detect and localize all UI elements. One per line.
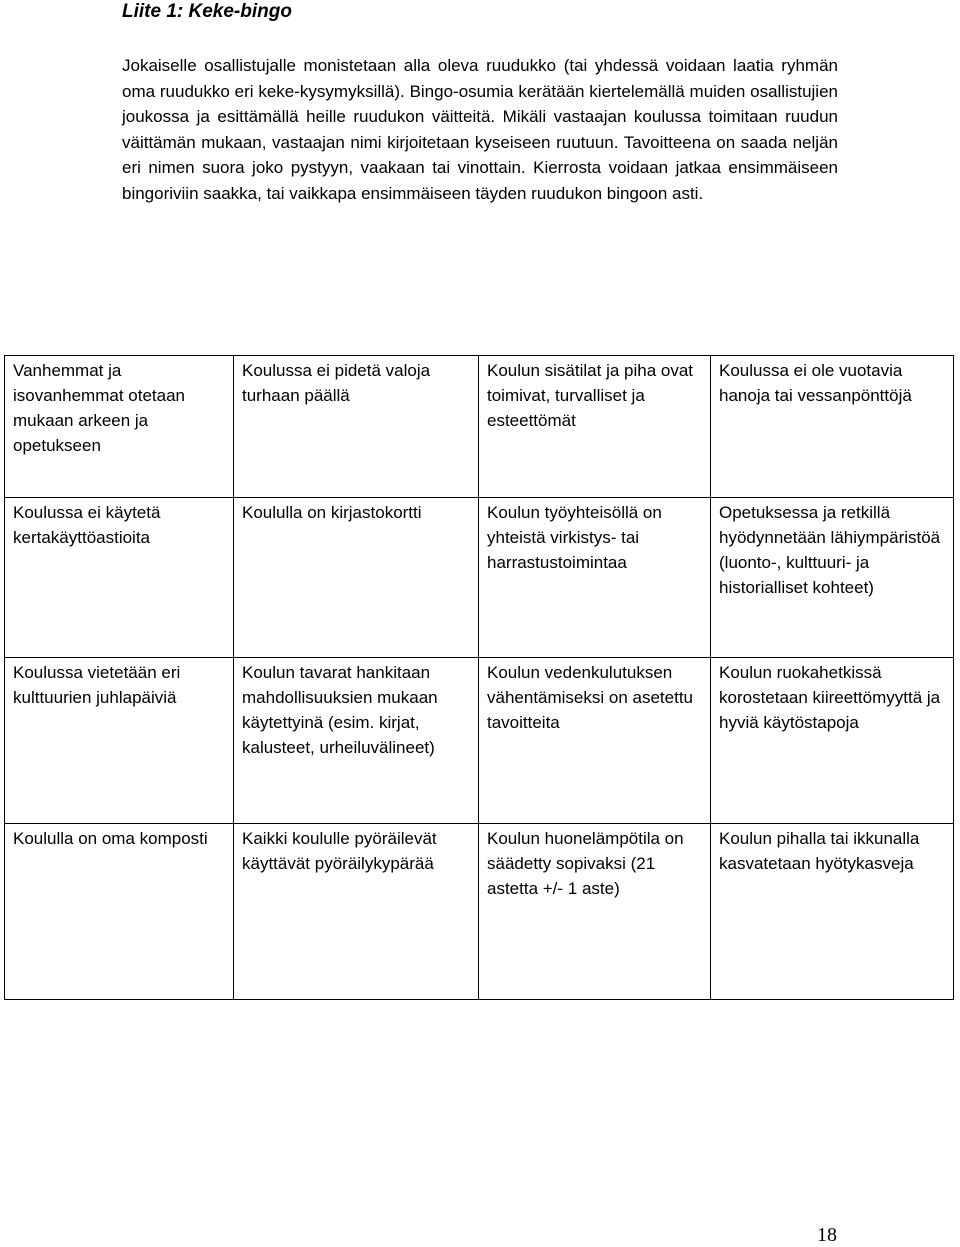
bingo-cell[interactable]	[5, 356, 234, 498]
bingo-cell-text: Opetuksessa ja retkillä hyödynnetään lähiympäristöä (luonto-, kulttuuri- ja historialliset kohteet)	[719, 503, 941, 597]
intro-sentence: Jokaiselle osallistujalle monistetaan alla oleva ruudukko (tai yhdessä voidaan laatia ryhmän oma ruudukko eri keke-kysymyksillä). Bingo-osumia kerätään kiertelemällä muiden osallistujien joukossa ja esittämällä heille ruudukon väitteitä. Mikäli vastaajan koulussa toimitaan ruudun väittämän mukaan, vastaajan nimi kirjoitetaan kyseiseen ruutuun.	[122, 56, 838, 152]
bingo-cell[interactable]	[5, 498, 234, 658]
intro-sentence: Kierrosta voidaan jatkaa ensimmäiseen bingoriviin saakka, tai vaikkapa ensimmäiseen täyden ruudukon bingoon asti.	[122, 158, 838, 203]
bingo-cell[interactable]	[479, 356, 711, 498]
bingo-cell[interactable]	[234, 356, 479, 498]
intro-sentence: Tavoitteena on saada neljän eri nimen suora joko pystyyn, vaakaan tai vinottain.	[122, 132, 838, 177]
bingo-grid	[4, 355, 954, 1000]
bingo-cell[interactable]	[234, 498, 479, 658]
bingo-cell[interactable]	[234, 824, 479, 1000]
bingo-cell-text: Koulun vedenkulutuksen vähentämiseksi on asetettu tavoitteita	[487, 663, 694, 732]
bingo-cell-text: Koulun tavarat hankitaan mahdollisuuksien mukaan käytettyinä (esim. kirjat, kalusteet, urheiluvälineet)	[242, 663, 438, 757]
page-heading: Liite 1: Keke-bingo	[122, 1, 292, 22]
bingo-cell-text: Vanhemmat ja isovanhemmat otetaan mukaan arkeen ja opetukseen	[13, 361, 185, 455]
bingo-cell-text: Koulussa vietetään eri kulttuurien juhlapäiviä	[13, 663, 181, 707]
page-number: 18	[817, 1224, 837, 1246]
bingo-cell[interactable]	[711, 824, 954, 1000]
bingo-cell[interactable]	[5, 658, 234, 824]
bingo-cell-text: Koulussa ei pidetä valoja turhaan päällä	[242, 361, 431, 405]
bingo-cell[interactable]	[5, 824, 234, 1000]
bingo-row	[5, 824, 954, 1000]
bingo-cell[interactable]	[711, 498, 954, 658]
bingo-cell[interactable]	[479, 498, 711, 658]
bingo-cell[interactable]	[711, 658, 954, 824]
bingo-cell-text: Koulun ruokahetkissä korostetaan kiireettömyyttä ja hyviä käytöstapoja	[719, 663, 941, 732]
bingo-cell-text: Koululla on oma komposti	[13, 829, 208, 848]
bingo-cell-text: Koulun työyhteisöllä on yhteistä virkistys- tai harrastustoimintaa	[487, 503, 662, 572]
intro-paragraph	[122, 53, 838, 206]
bingo-cell-text: Kaikki koululle pyöräilevät käyttävät pyöräilykypärää	[242, 829, 437, 873]
bingo-cell-text: Koulussa ei käytetä kertakäyttöastioita	[13, 503, 161, 547]
bingo-cell[interactable]	[479, 658, 711, 824]
bingo-cell-text: Koululla on kirjastokortti	[242, 503, 422, 522]
bingo-cell-text: Koulussa ei ole vuotavia hanoja tai vessanpönttöjä	[719, 361, 912, 405]
bingo-cell-text: Koulun sisätilat ja piha ovat toimivat, turvalliset ja esteettömät	[487, 361, 694, 430]
bingo-cell[interactable]	[479, 824, 711, 1000]
bingo-cell-text: Koulun huonelämpötila on säädetty sopivaksi (21 astetta +/- 1 aste)	[487, 829, 684, 898]
bingo-row	[5, 498, 954, 658]
bingo-cell[interactable]	[711, 356, 954, 498]
bingo-row	[5, 356, 954, 498]
bingo-cell-text: Koulun pihalla tai ikkunalla kasvatetaan hyötykasveja	[719, 829, 920, 873]
bingo-cell[interactable]	[234, 658, 479, 824]
bingo-row	[5, 658, 954, 824]
